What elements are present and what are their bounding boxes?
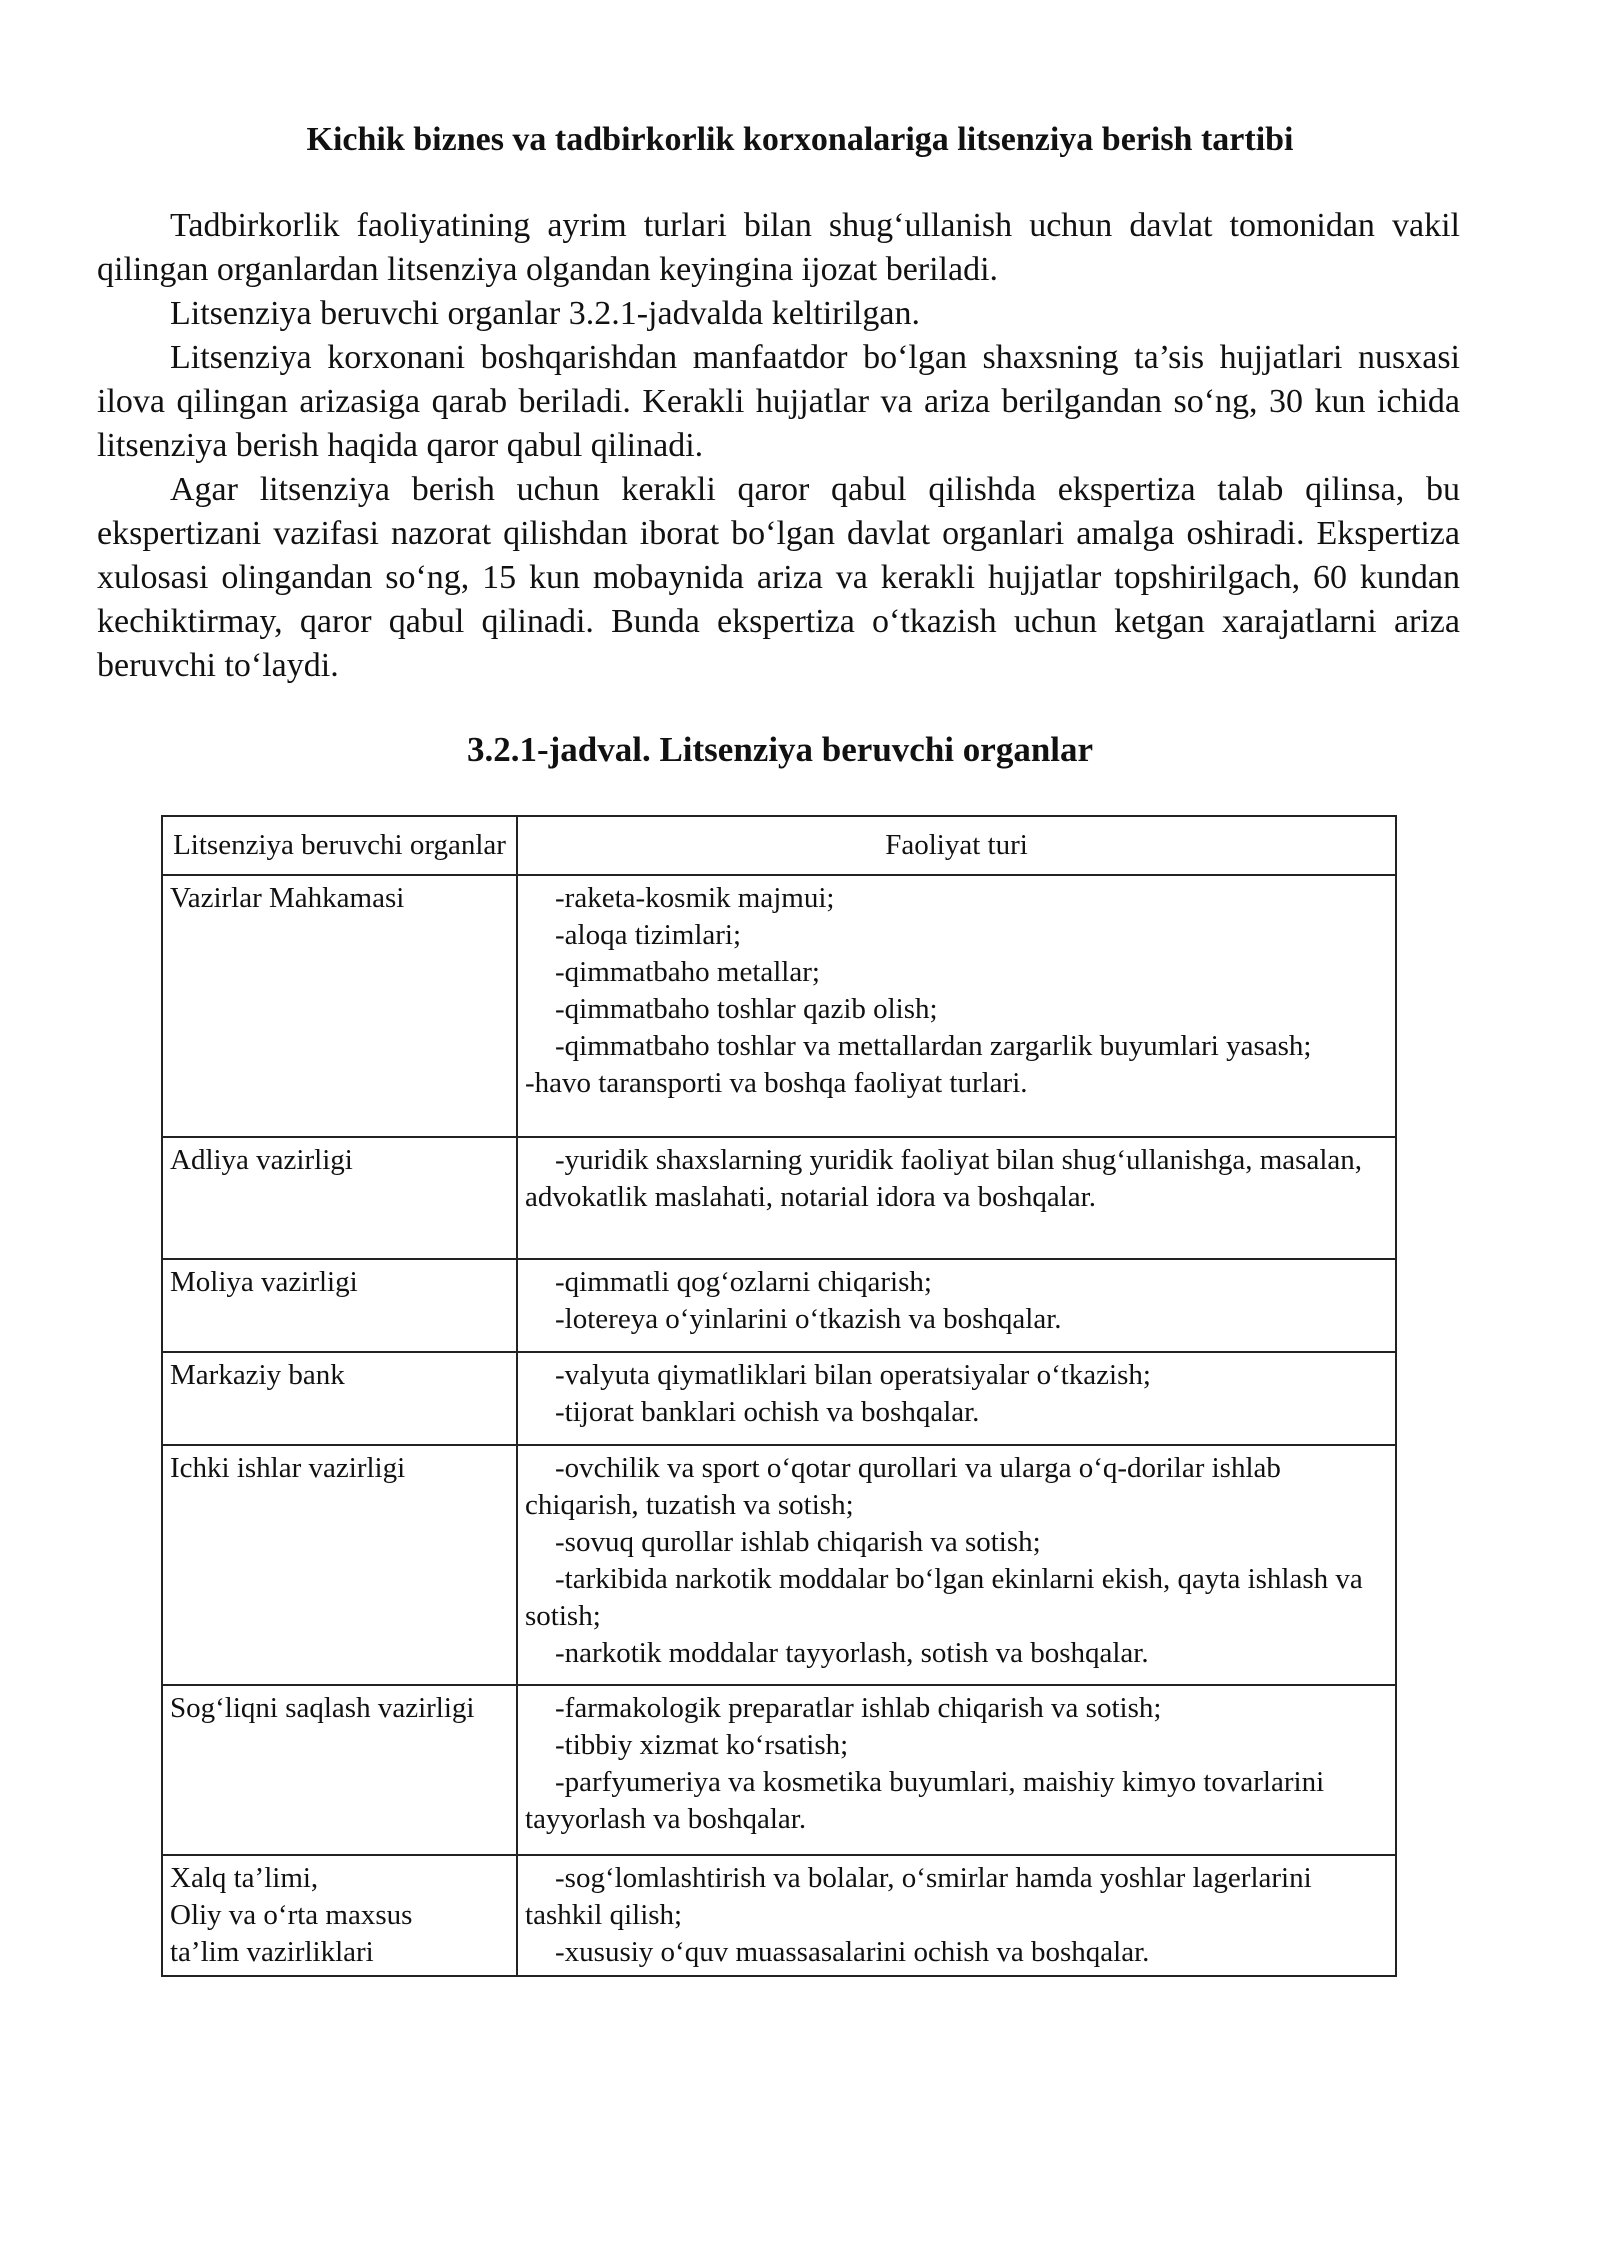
organization-cell xyxy=(162,1137,517,1259)
activity-item: -tibbiy xizmat ko‘rsatish; xyxy=(555,1729,849,1761)
activity-cell xyxy=(517,875,1396,1137)
activity-cell xyxy=(517,1259,1396,1352)
table-row xyxy=(162,1855,1396,1976)
activity-cell xyxy=(517,1137,1396,1259)
organization-name: Markaziy bank xyxy=(170,1359,345,1391)
organization-cell xyxy=(162,1445,517,1685)
activity-item: -narkotik moddalar tayyorlash, sotish va boshqalar. xyxy=(555,1637,1149,1669)
organization-cell xyxy=(162,1855,517,1976)
table-row xyxy=(162,1685,1396,1855)
organization-name: Oliy va o‘rta maxsus xyxy=(170,1899,413,1931)
organization-cell xyxy=(162,1685,517,1855)
activity-item: -parfyumeriya va kosmetika buyumlari, maishiy kimyo tovarlarini tayyorlash va boshqalar. xyxy=(525,1766,1325,1835)
activity-cell xyxy=(517,1352,1396,1445)
table-body xyxy=(162,875,1396,1976)
table-row xyxy=(162,875,1396,1137)
organization-cell xyxy=(162,1259,517,1352)
organization-name: Adliya vazirligi xyxy=(170,1144,353,1176)
activity-item: -sog‘lomlashtirish va bolalar, o‘smirlar hamda yoshlar lagerlarini tashkil qilish; xyxy=(525,1862,1312,1931)
activity-item: -xususiy o‘quv muassasalarini ochish va boshqalar. xyxy=(555,1936,1150,1968)
activity-item: -lotereya o‘yinlarini o‘tkazish va boshqalar. xyxy=(555,1303,1062,1335)
paragraph: Litsenziya beruvchi organlar 3.2.1-jadvalda keltirilgan. xyxy=(170,295,920,332)
activity-item: -sovuq qurollar ishlab chiqarish va sotish; xyxy=(555,1526,1041,1558)
paragraph: Tadbirkorlik faoliyatining ayrim turlari bilan shug‘ullanish uchun davlat tomonidan vakil qilingan organlardan litsenziya olgandan keyingina ijozat beriladi. xyxy=(97,207,1460,288)
activity-item: -qimmatbaho toshlar qazib olish; xyxy=(555,993,938,1025)
activity-item: -qimmatli qog‘ozlarni chiqarish; xyxy=(555,1266,932,1298)
licensing-table xyxy=(161,815,1397,1977)
table-header-row xyxy=(162,816,1396,875)
organization-name: ta’lim vazirliklari xyxy=(170,1936,374,1968)
paragraph: Litsenziya korxonani boshqarishdan manfaatdor bo‘lgan shaxsning ta’sis hujjatlari nusxasi ilova qilingan arizasiga qarab beriladi. Kerakli hujjatlar va ariza berilgandan so‘ng, 30 kun ichida litsenziya berish haqida qaror qabul qilinadi. xyxy=(97,339,1460,464)
table-row xyxy=(162,1352,1396,1445)
activity-cell xyxy=(517,1855,1396,1976)
activity-item: -raketa-kosmik majmui; xyxy=(555,882,835,914)
organization-cell xyxy=(162,1352,517,1445)
table-row xyxy=(162,1445,1396,1685)
activity-item: -tijorat banklari ochish va boshqalar. xyxy=(555,1396,980,1428)
table-caption: 3.2.1-jadval. Litsenziya beruvchi organlar xyxy=(466,730,1094,769)
activity-cell xyxy=(517,1445,1396,1685)
organization-name: Vazirlar Mahkamasi xyxy=(170,882,405,914)
activity-item: -yuridik shaxslarning yuridik faoliyat bilan shug‘ullanishga, masalan, advokatlik maslahati, notarial idora va boshqalar. xyxy=(525,1144,1363,1213)
organization-name: Ichki ishlar vazirligi xyxy=(170,1452,406,1484)
activity-item: -havo taransporti va boshqa faoliyat turlari. xyxy=(525,1067,1028,1099)
activity-item: -valyuta qiymatliklari bilan operatsiyalar o‘tkazish; xyxy=(555,1359,1151,1391)
body-text xyxy=(97,204,1460,688)
header-organization: Litsenziya beruvchi organlar xyxy=(162,816,517,875)
header-activity-type: Faoliyat turi xyxy=(517,816,1396,875)
table-row xyxy=(162,1137,1396,1259)
activity-item: -aloqa tizimlari; xyxy=(555,919,742,951)
organization-cell xyxy=(162,875,517,1137)
activity-cell xyxy=(517,1685,1396,1855)
activity-item: -qimmatbaho metallar; xyxy=(555,956,820,988)
activity-item: -tarkibida narkotik moddalar bo‘lgan ekinlarni ekish, qayta ishlash va sotish; xyxy=(525,1563,1363,1632)
document-title: Kichik biznes va tadbirkorlik korxonalariga litsenziya berish tartibi xyxy=(306,121,1294,158)
activity-item: -qimmatbaho toshlar va mettallardan zargarlik buyumlari yasash; xyxy=(555,1030,1312,1062)
organization-name: Xalq ta’limi, xyxy=(170,1862,319,1894)
activity-item: -farmakologik preparatlar ishlab chiqarish va sotish; xyxy=(555,1692,1162,1724)
paragraph: Agar litsenziya berish uchun kerakli qaror qabul qilishda ekspertiza talab qilinsa, bu ekspertizani vazifasi nazorat qilishdan iborat bo‘lgan davlat organlari amalga oshiradi. Ekspertiza xulosasi olingandan so‘ng, 15 kun mobaynida ariza va kerakli hujjatlar topshirilgach, 60 kundan kechiktirmay, qaror qabul qilinadi. Bunda ekspertiza o‘tkazish uchun ketgan xarajatlarni ariza beruvchi to‘laydi. xyxy=(97,471,1460,684)
table-row xyxy=(162,1259,1396,1352)
activity-item: -ovchilik va sport o‘qotar qurollari va ularga o‘q-dorilar ishlab chiqarish, tuzatish va sotish; xyxy=(525,1452,1281,1521)
organization-name: Sog‘liqni saqlash vazirligi xyxy=(170,1692,475,1724)
organization-name: Moliya vazirligi xyxy=(170,1266,358,1298)
